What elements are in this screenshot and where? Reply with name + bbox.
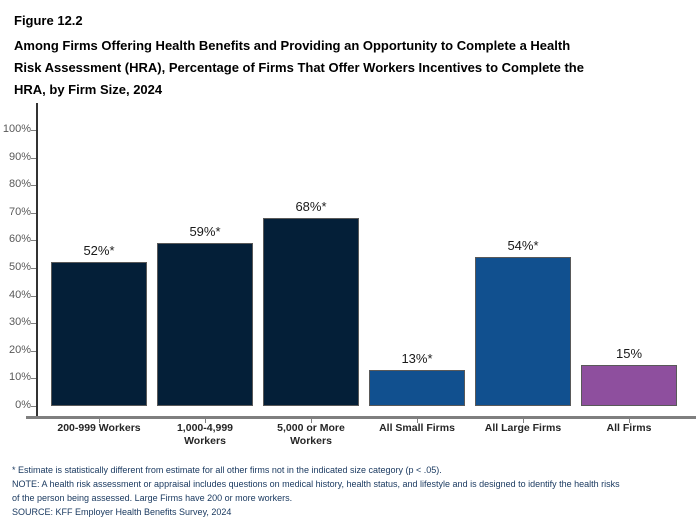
y-axis-tick-label: 60% (8, 233, 31, 246)
y-axis-tick-label: 80% (8, 178, 31, 191)
bar-value-label: 68%* (295, 199, 327, 215)
footnotes (12, 463, 624, 519)
y-axis-tick (31, 323, 36, 324)
x-axis-category-label: All Firms (606, 422, 652, 434)
bar-value-label: 59%* (189, 224, 221, 240)
y-axis-tick (31, 406, 36, 407)
bar-value-label: 13%* (401, 351, 433, 367)
bar (51, 262, 147, 406)
bar (157, 243, 253, 406)
y-axis-tick-label: 30% (8, 316, 31, 329)
bar-value-label: 52%* (83, 243, 115, 259)
y-axis-tick (31, 158, 36, 159)
y-axis-tick (31, 130, 36, 131)
y-axis-tick-label: 50% (8, 261, 31, 273)
y-axis-tick (31, 351, 36, 352)
y-axis-tick-label: 90% (8, 150, 31, 163)
y-axis-tick-label: 0% (15, 399, 31, 411)
y-axis-tick-label: 20% (8, 343, 31, 356)
bar (475, 257, 571, 406)
bar (369, 370, 465, 406)
y-axis-tick-label: 70% (8, 205, 31, 218)
bar (581, 365, 677, 406)
bar-value-label: 54%* (507, 237, 539, 253)
y-axis-tick (31, 240, 36, 241)
y-axis-tick-label: 40% (8, 288, 31, 301)
figure-number: Figure 12.2 (14, 13, 83, 28)
x-axis-category-label: 1,000-4,999 Workers (176, 422, 234, 447)
footnote-note: NOTE: A health risk assessment or appraisal includes questions on medical history, health status, and lifestyle and is designed to identify the health risks of the person being assessed. Large Firms have 200 or more workers. (12, 479, 620, 503)
y-axis-tick (31, 378, 36, 379)
y-axis-tick (31, 213, 36, 214)
figure-title-line-1: Among Firms Offering Health Benefits and Providing an Opportunity to Complete a Health (14, 38, 571, 53)
y-axis-tick (31, 268, 36, 269)
footnote-estimate: * Estimate is statistically different from estimate for all other firms not in the indicated size category (p < .05). (12, 465, 442, 475)
x-axis-category-label: 200-999 Workers (57, 422, 141, 434)
x-axis-category-label: All Small Firms (379, 422, 455, 434)
figure-title-line-3: HRA, by Firm Size, 2024 (14, 82, 163, 97)
y-axis-line (36, 103, 38, 418)
x-axis-category-label: All Large Firms (484, 422, 562, 434)
y-axis-tick-label: 100% (2, 123, 31, 135)
y-axis-tick (31, 185, 36, 186)
bar (263, 218, 359, 406)
x-axis-line (26, 416, 696, 419)
bar-value-label: 15% (615, 345, 643, 361)
footnote-source: SOURCE: KFF Employer Health Benefits Survey, 2024 (12, 507, 232, 517)
y-axis-tick (31, 296, 36, 297)
y-axis-tick-label: 10% (8, 371, 31, 384)
x-axis-category-label: 5,000 or More Workers (277, 422, 345, 447)
figure-title-line-2: Risk Assessment (HRA), Percentage of Firms That Offer Workers Incentives to Complete the (14, 60, 584, 75)
